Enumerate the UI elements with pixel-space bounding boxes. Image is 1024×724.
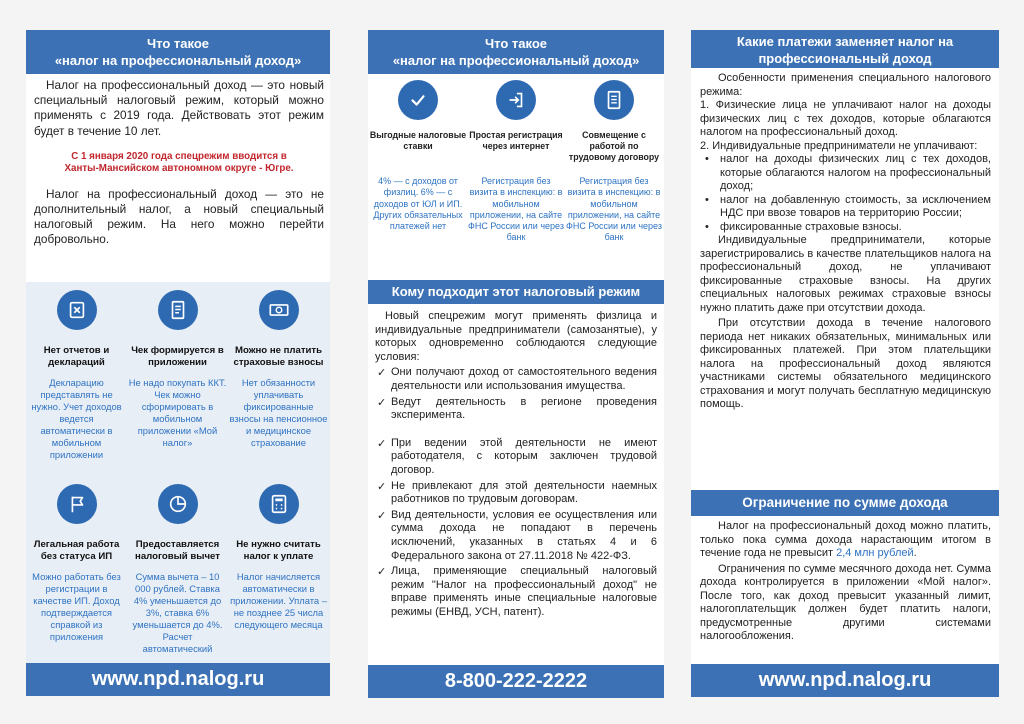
tile-desc: Нет обязанности уплачивать фиксированные взносы на пенсионное и медицинское страхование	[229, 377, 328, 448]
condition-item: ✓ Не привлекают для этой деятельности наемных работников по трудовым договорам.	[375, 480, 657, 507]
condition-item: ✓ При ведении этой деятельности не имеют работодателя, с которым заключен трудовой договор.	[375, 437, 657, 478]
who-section-header: Кому подходит этот налоговый режим	[368, 280, 664, 304]
tile-title: Нет отчетов и деклараций	[43, 345, 110, 368]
feature-desc: 4% — с доходов от физлиц. 6% — с доходов от ЮЛ и ИП. Других обязательных платежей нет	[373, 176, 463, 232]
who-intro: Новый спецрежим могут применять физлица и индивидуальные предприниматели (самозанятые), у которых одновременно соблюдаются следующие условия:	[375, 310, 657, 363]
right-panel	[691, 30, 999, 697]
feature-title: Выгодные налоговые ставки	[369, 130, 467, 151]
exempt-item: • налог на доходы физических лиц с тех доходов, которые облагаются налогом на профессиональный доход;	[700, 153, 991, 194]
tile-title: Легальная работа без статуса ИП	[33, 539, 120, 562]
limit-section-header: Ограничение по сумме дохода	[691, 490, 999, 516]
no-income-paragraph: При отсутствии дохода в течение налогового периода нет никаких обязательных, минимальных или фиксированных платежей. При этом плательщики налога на профессиональный доход являются участниками системы обязательного медицинского страхования и могут получать бесплатную медицинскую помощь.	[700, 317, 991, 410]
condition-item: ✓ Лица, применяющие специальный налоговый режим "Налог на профессиональный доход" не вправе применять иные специальные налоговые режимы (ЕНВД, УСН, патент).	[375, 565, 657, 619]
tile-title: Не нужно считать налог к уплате	[236, 539, 321, 562]
tile-title: Чек формируется в приложении	[131, 345, 224, 368]
limit-text-end: .	[913, 547, 917, 559]
panel3-header	[691, 30, 999, 68]
check-icon	[398, 80, 438, 120]
individuals-paragraph: 1. Физические лица не уплачивают налог на доходы физических лиц с тех доходов, которые облагаются налогом на профессиональный доход.	[700, 99, 991, 138]
middle-panel	[368, 30, 664, 698]
feature-rates	[369, 80, 467, 232]
tile-title: Предоставляется налоговый вычет	[135, 539, 220, 562]
limit-paragraph	[700, 520, 991, 561]
tile-legal-work	[26, 484, 127, 643]
header-line-2: профессиональный доход	[758, 51, 932, 66]
feature-title: Совмещение с работой по трудовому договору	[568, 130, 660, 162]
receipt-icon	[158, 290, 198, 330]
exempt-item: • налог на добавленную стоимость, за исключением НДС при ввозе товаров на территорию России;	[700, 194, 991, 221]
feature-combine-job	[565, 80, 663, 244]
benefits-grid	[26, 282, 330, 663]
conditions-list-a	[375, 366, 657, 422]
feature-registration	[467, 80, 565, 244]
banknote-icon	[259, 290, 299, 330]
condition-item: ✓ Вид деятельности, условия ее осуществления или сумма дохода не попадают в перечень исключений, указанных в статьях 4 и 6 Федерального закона от 27.11.2018 № 422-ФЗ.	[375, 509, 657, 563]
x-document-icon	[57, 290, 97, 330]
region-notice-line-1: С 1 января 2020 года спецрежим вводится в	[71, 150, 287, 162]
panel1-header	[26, 30, 330, 74]
exempt-item: • фиксированные страховые взносы.	[700, 221, 991, 235]
region-notice-line-2: Ханты-Мансийском автономном округе - Югре.	[64, 162, 294, 174]
left-panel	[26, 30, 330, 696]
flag-icon	[57, 484, 97, 524]
header-line-2: «налог на профессиональный доход»	[54, 53, 302, 68]
document-icon	[594, 80, 634, 120]
limit-section-body	[700, 520, 991, 644]
calculator-icon	[259, 484, 299, 524]
tile-desc: Можно работать без регистрации в качестве ИП. Доход подтверждается справкой из приложения	[32, 571, 121, 642]
tile-desc: Декларацию представлять не нужно. Учет доходов ведется автоматически в мобильном приложении	[31, 377, 122, 460]
intro-paragraph: Налог на профессиональный доход — это новый специальный налоговый режим, который можно применять с 2019 года. Действовать этот режим будет в течение 10 лет.	[34, 78, 324, 138]
header-line-1: Что такое	[485, 36, 547, 51]
panel2-header	[368, 30, 664, 74]
entrepreneurs-paragraph: 2. Индивидуальные предприниматели не уплачивают:	[700, 139, 978, 152]
insurance-paragraph: Индивидуальные предприниматели, которые зарегистрировались в качестве плательщиков налога на профессиональный доход, не уплачивают фиксированные страховые взносы. На других специальных налоговых режимах страховые взносы нужно платить даже при отсутствии дохода.	[700, 234, 991, 314]
website-footer[interactable]: www.npd.nalog.ru	[691, 664, 999, 697]
feature-title: Простая регистрация через интернет	[469, 130, 563, 151]
limit-text: Налог на профессиональный доход можно платить, только пока сумма дохода нарастающим итогом в течение года не превысит	[700, 520, 991, 559]
features-intro: Особенности применения специального налогового режима:	[700, 72, 991, 98]
tile-desc: Сумма вычета – 10 000 рублей. Ставка 4% уменьшается до 3%, ставка 6% уменьшается до 4%. Расчет автоматический	[132, 571, 223, 654]
tile-desc: Налог начисляется автоматически в приложении. Уплата – не позднее 25 числа следующего месяца	[230, 571, 327, 630]
feature-desc: Регистрация без визита в инспекцию: в мобильном приложении, на сайте ФНС России или через банк	[468, 176, 564, 243]
pie-chart-icon	[158, 484, 198, 524]
limit-amount: 2,4 млн рублей	[836, 547, 914, 559]
header-line-1: Что такое	[147, 36, 209, 51]
payments-section-body	[691, 68, 999, 412]
condition-item: ✓ Ведут деятельность в регионе проведения эксперимента.	[375, 396, 657, 423]
conditions-list-b	[375, 437, 657, 620]
header-line-1: Какие платежи заменяет налог на	[736, 34, 954, 49]
website-footer[interactable]: www.npd.nalog.ru	[26, 663, 330, 696]
condition-item: ✓ Они получают доход от самостоятельного ведения деятельности или использования имущества.	[375, 366, 657, 393]
phone-footer[interactable]: 8-800-222-2222	[368, 665, 664, 698]
monthly-limit-paragraph: Ограничения по сумме месячного дохода нет. Сумма дохода контролируется в приложении «Мой налог». После того, как доход превысит указанный лимит, налогоплательщик должен будет платить налоги, предусмотренные другими системами налогообложения.	[700, 562, 991, 642]
region-notice	[34, 151, 324, 175]
exempt-payments-list	[700, 153, 991, 234]
login-icon	[496, 80, 536, 120]
header-line-2: «налог на профессиональный доход»	[392, 53, 640, 68]
tile-no-insurance	[228, 290, 329, 449]
tile-title: Можно не платить страховые взносы	[233, 345, 324, 368]
tile-tax-deduction	[127, 484, 228, 655]
tile-no-reports	[26, 290, 127, 461]
who-section-body	[375, 310, 657, 619]
tile-auto-calc	[228, 484, 329, 631]
feature-desc: Регистрация без визита в инспекцию: в мобильном приложении, на сайте ФНС России или через банк	[566, 176, 662, 243]
tile-desc: Не надо покупать ККТ. Чек можно сформировать в мобильном приложении «Мой налог»	[128, 377, 227, 448]
voluntary-paragraph: Налог на профессиональный доход — это не дополнительный налог, а новый специальный налоговый режим. На него можно перейти добровольно.	[34, 186, 324, 247]
tile-receipt	[127, 290, 228, 449]
